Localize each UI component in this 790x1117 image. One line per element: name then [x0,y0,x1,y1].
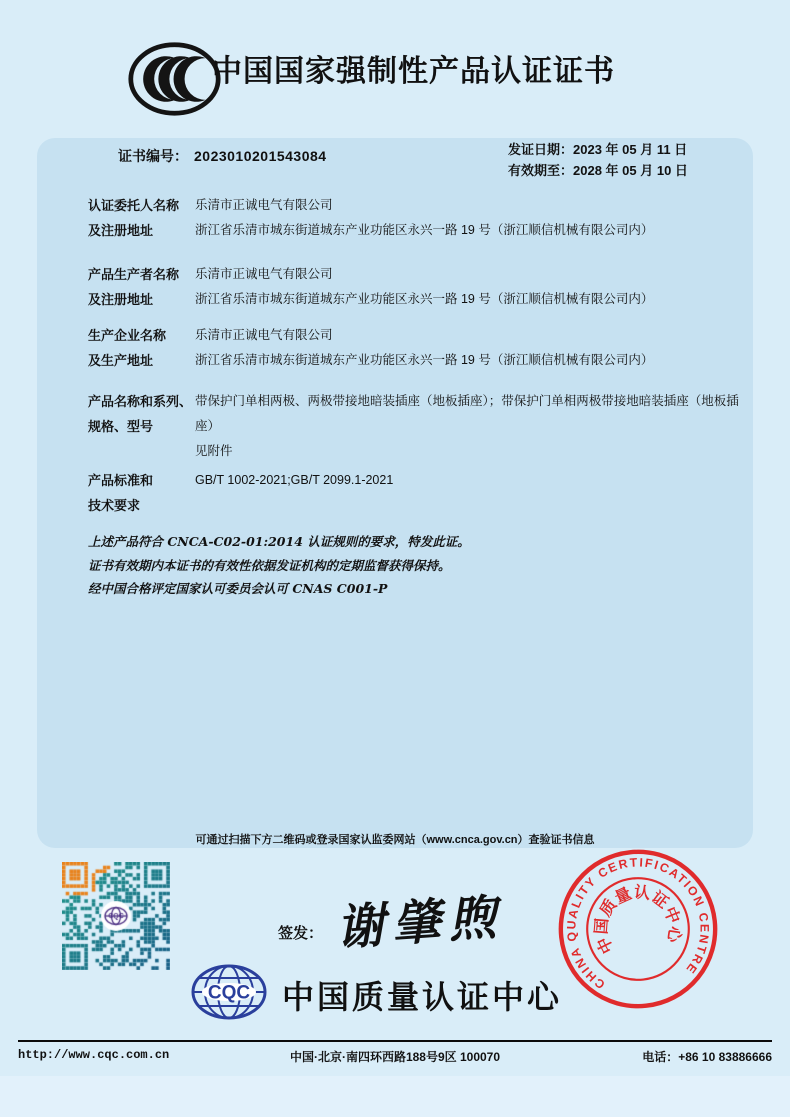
field-value: 乐清市正诚电气有限公司 浙江省乐清市城东街道城东产业功能区永兴一路 19 号（浙江顺信机械有限公司内） [195,198,654,237]
certificate-number-row [118,146,327,166]
svg-text:CHINA QUALITY CERTIFICATION CE [557,848,717,995]
signature-label: 签发： [278,925,324,942]
valid-to-label: 有效期至： [508,163,574,178]
certificate-number-value: 2023010201543084 [194,148,327,164]
stamp-inner-text: 中国质量认证中心 [592,883,684,957]
issuer-name: 中国质量认证中心 [282,979,563,1015]
issue-date-row [508,139,718,160]
statement-line: 上述产品符合 CNCA-C02-01:2014 认证规则的要求，特发此证。 [88,534,470,549]
field-value: 带保护门单相两极、两极带接地暗装插座（地板插座）；带保护门单相两极带接地暗装插座（地板插 座） 见附件 [195,394,739,458]
qr-code-canvas [62,862,170,970]
footer-divider [18,1040,772,1042]
certificate-number-label: 证书编号： [118,148,188,164]
statement-line: 经中国合格评定国家认可委员会认可 CNAS C001-P [88,581,388,596]
field-label: 产品名称和系列、 规格、型号 [88,394,193,434]
ccc-mark-icon [127,40,222,118]
footer-website: http://www.cqc.com.cn [18,1048,170,1062]
field-value: 乐清市正诚电气有限公司 浙江省乐清市城东街道城东产业功能区永兴一路 19 号（浙江顺信机械有限公司内） [195,328,654,367]
certificate-title: 中国国家强制性产品认证证书 [212,55,615,88]
stamp-ring-text: CHINA QUALITY CERTIFICATION CENTRE [564,855,712,992]
statement-line: 证书有效期内本证书的有效性依据发证机构的定期监督获得保持。 [88,557,451,573]
valid-to-value: 2028 年 05 月 10 日 [573,163,688,178]
field-label: 认证委托人名称 及注册地址 [88,198,180,238]
footer-address: 中国·北京·南四环西路188号9区 100070 [289,1050,501,1064]
qr-verification-note: 可通过扫描下方二维码或登录国家认监委网站（www.cnca.gov.cn）查验证书信息 [195,834,595,846]
dates-block [508,139,718,181]
cqc-logo-text: CQC [207,982,251,1004]
footer-strip [0,1076,790,1117]
issue-date-label: 发证日期： [508,142,574,157]
cqc-red-stamp [554,845,722,1013]
field-value: GB/T 1002-2021;GB/T 2099.1-2021 [195,473,394,487]
field-label: 产品生产者名称 及注册地址 [88,267,180,307]
cqc-globe-logo [190,963,268,1021]
field-value: 乐清市正诚电气有限公司 浙江省乐清市城东街道城东产业功能区永兴一路 19 号（浙江顺信机械有限公司内） [195,267,654,306]
footer-phone: 电话：+86 10 83886666 [642,1050,772,1064]
statements-block [88,530,708,601]
field-label: 生产企业名称 及生产地址 [88,328,167,368]
field-label: 产品标准和 技术要求 [88,473,154,513]
valid-to-row [508,160,718,181]
issue-date-value: 2023 年 05 月 11 日 [573,142,688,157]
signature-handwriting: 谢肇煦 [334,891,507,956]
